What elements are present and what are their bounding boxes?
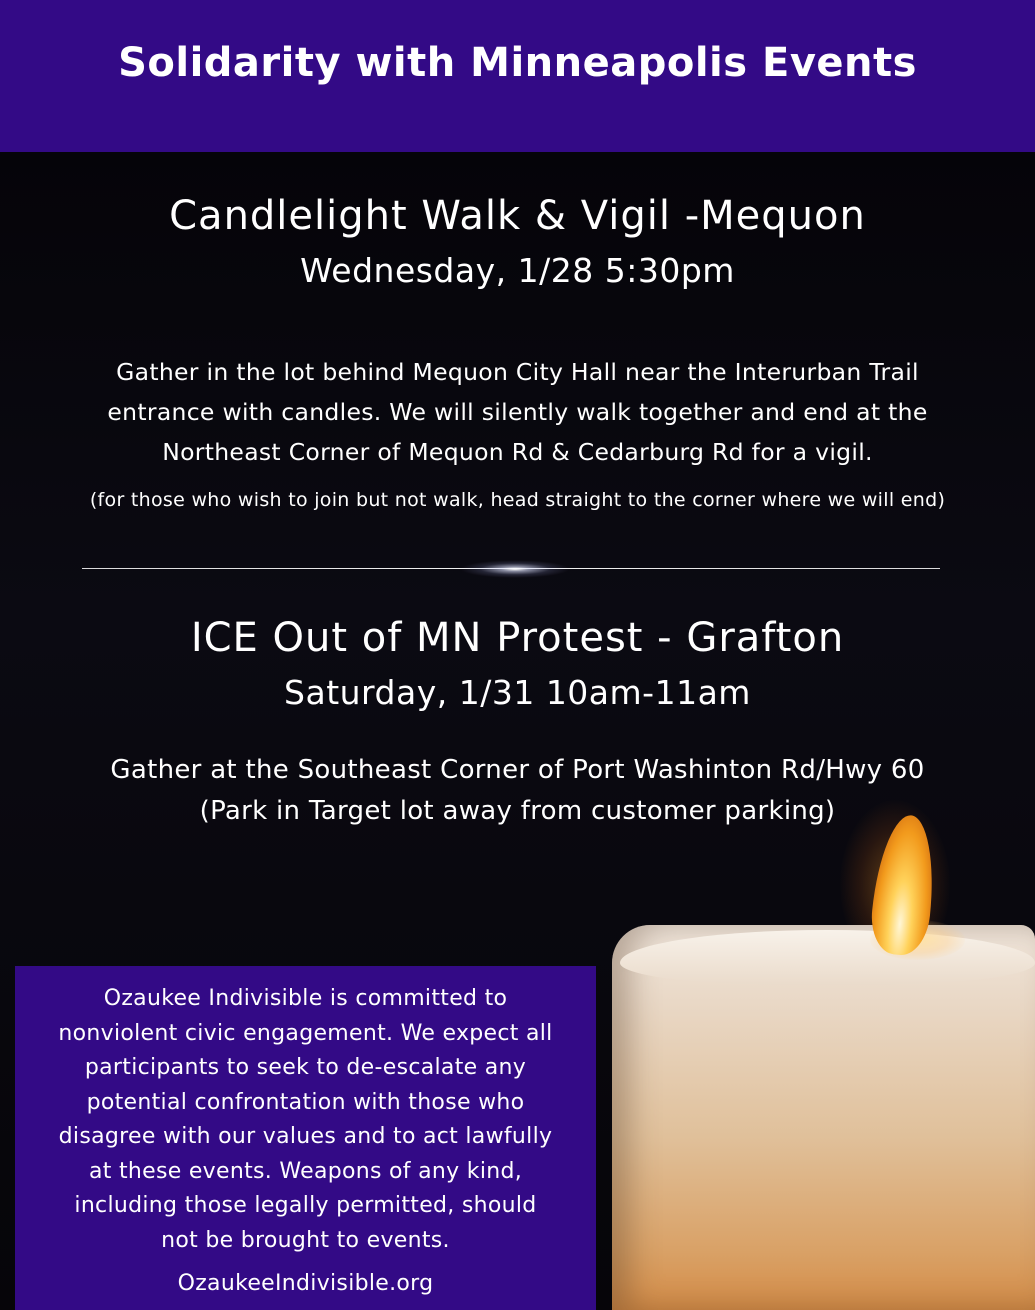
notice-line: participants to seek to de-escalate any — [84, 1055, 527, 1080]
event1-description — [0, 352, 1035, 472]
header-banner — [0, 0, 1035, 152]
notice-line: including those legally permitted, should — [74, 1193, 537, 1218]
event2-description-line: Gather at the Southeast Corner of Port Washinton Rd/Hwy 60 — [110, 755, 925, 785]
notice-line: disagree with our values and to act lawfully — [58, 1124, 553, 1149]
event2-date: Saturday, 1/31 10am-11am — [284, 673, 751, 712]
event2-title: ICE Out of MN Protest - Grafton — [190, 615, 845, 661]
event1-description-line: Northeast Corner of Mequon Rd & Cedarburg Rd for a vigil. — [162, 438, 873, 466]
event2-description-line: (Park in Target lot away from customer parking) — [199, 796, 836, 826]
conduct-notice-text — [15, 982, 596, 1258]
notice-line: potential confrontation with those who — [86, 1089, 525, 1115]
conduct-notice-box — [15, 966, 596, 1310]
event1-description-line: Gather in the lot behind Mequon City Hall near the Interurban Trail — [116, 358, 919, 386]
notice-line: at these events. Weapons of any kind, — [88, 1158, 523, 1184]
event1-note: (for those who wish to join but not walk, head straight to the corner where we will end) — [89, 489, 946, 511]
page-title: Solidarity with Minneapolis Events — [118, 40, 917, 86]
notice-line: Ozaukee Indivisible is committed to — [103, 986, 508, 1011]
event1-description-line: entrance with candles. We will silently walk together and end at the — [107, 398, 928, 426]
notice-line: nonviolent civic engagement. We expect all — [58, 1020, 553, 1046]
website-link[interactable]: OzaukeeIndivisible.org — [177, 1271, 434, 1296]
event1-title: Candlelight Walk & Vigil -Mequon — [169, 193, 866, 239]
candle-icon — [600, 800, 1035, 1310]
notice-line: not be brought to events. — [161, 1227, 450, 1253]
divider-sparkle — [460, 560, 570, 578]
event1-date: Wednesday, 1/28 5:30pm — [300, 251, 735, 290]
